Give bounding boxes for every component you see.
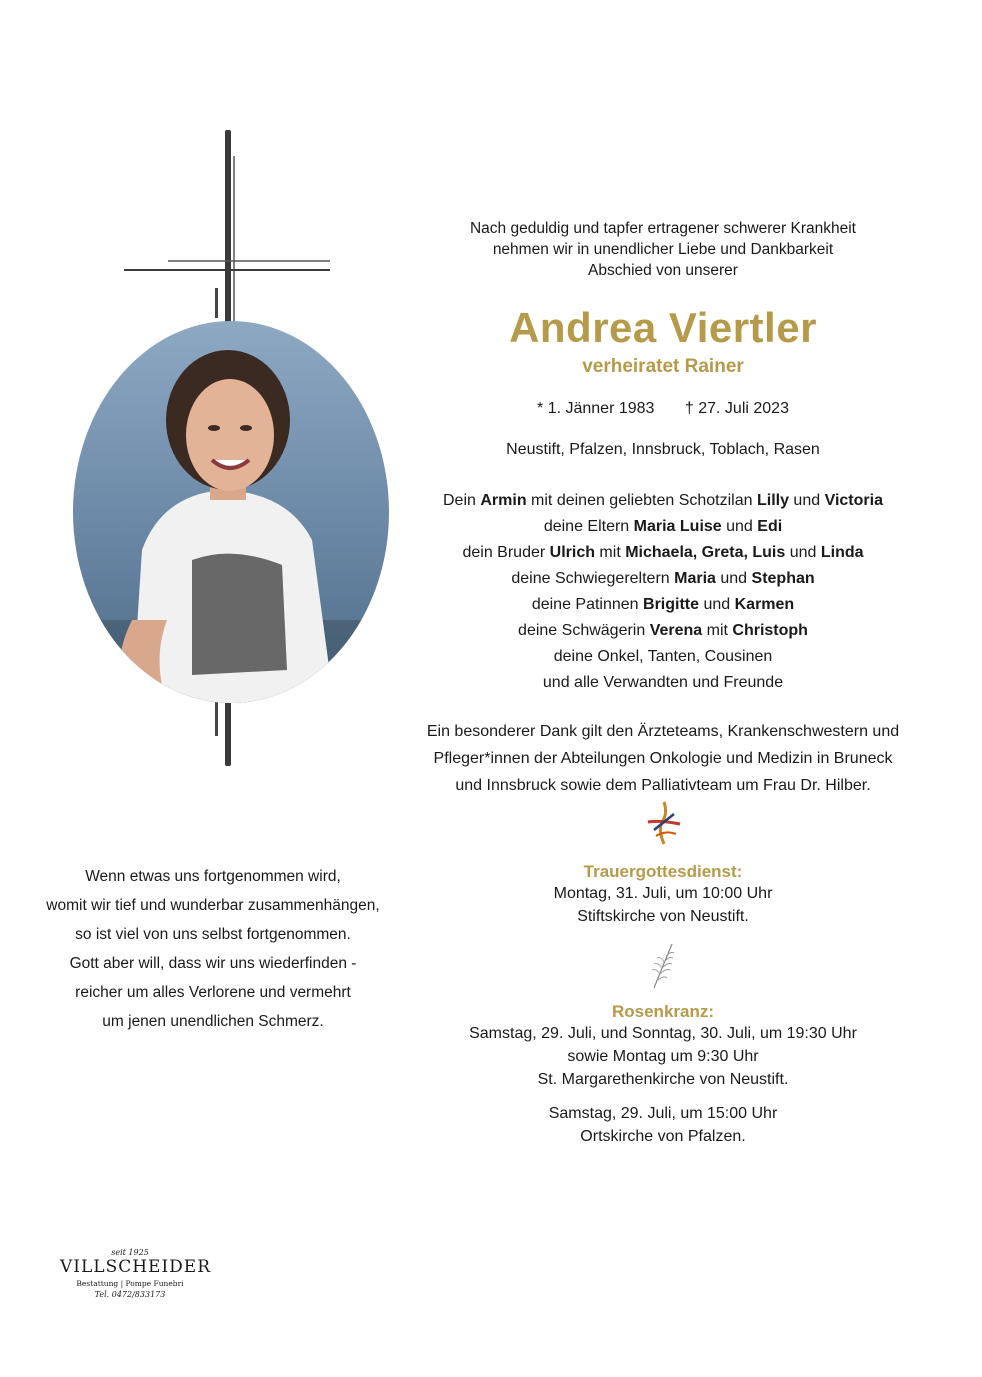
quote-line: reicher um alles Verlorene und vermehrt [75,984,351,1001]
mourner-name: Verena [649,622,703,639]
service-line: Stiftskirche von Neustift. [577,908,749,925]
married-name: verheiratet Rainer [582,356,744,377]
logo-phone: Tel. 0472/833173 [94,1290,166,1299]
flame-cross-icon [644,800,684,846]
rosary-service [400,1002,926,1148]
thanks-line: Ein besonderer Dank gilt den Ärzteteams, Krankenschwestern und [426,723,900,740]
mourner-name: Victoria [824,492,883,509]
mourner-name: Lilly [756,492,789,509]
intro-line: Abschied von unserer [588,262,738,279]
mourner-line [400,540,926,566]
mourner-name: Linda [820,544,864,561]
quote [40,862,386,1036]
logo-company: VILLSCHEIDER [60,1257,212,1277]
mourner-line [400,618,926,644]
mourner-text: Dein [443,492,481,509]
mourner-text: und [788,492,825,509]
mourner-line [400,566,926,592]
mourner-name: Armin [480,492,527,509]
mourner-text: und [699,596,735,613]
rosary-line: Ortskirche von Pfalzen. [580,1128,746,1145]
mourner-name: Edi [757,518,783,535]
deceased-name: Andrea Viertler [509,304,817,351]
funeral-service [400,862,926,928]
rosary-line: sowie Montag um 9:30 Uhr [567,1048,759,1065]
mourner-text: deine Patinnen [531,596,644,613]
mourner-name: Ulrich [549,544,595,561]
service-heading: Trauergottesdienst: [583,862,743,881]
mourner-line [400,488,926,514]
mourners-list [400,488,926,696]
quote-line: womit wir tief und wunderbar zusammenhängen, [46,897,380,914]
mourner-text: und [715,570,752,587]
mourner-text: deine Eltern [543,518,634,535]
mourner-line: deine Onkel, Tanten, Cousinen [553,648,773,665]
quote-line: um jenen unendlichen Schmerz. [102,1013,324,1030]
mourner-line [400,592,926,618]
places: Neustift, Pfalzen, Innsbruck, Toblach, Rasen [506,441,820,458]
mourner-name: Brigitte [643,596,700,613]
quote-line: Gott aber will, dass wir uns wiederfinden - [69,955,357,972]
mourner-name: Karmen [734,596,795,613]
thanks-line: Pfleger*innen der Abteilungen Onkologie und Medizin in Bruneck [433,750,893,767]
rosary-line: St. Margarethenkirche von Neustift. [537,1071,789,1088]
wheat-icon [648,940,678,990]
mourner-name: Christoph [732,622,808,639]
rosary-line: Samstag, 29. Juli, um 15:00 Uhr [548,1105,778,1122]
mourner-text: deine Schwägerin [518,622,650,639]
logo-since: seit 1925 [111,1248,149,1257]
quote-line: Wenn etwas uns fortgenommen wird, [85,868,341,885]
mourner-text: und [721,518,758,535]
mourner-text: mit deinen geliebten Schotzilan [526,492,757,509]
mourner-line: und alle Verwandten und Freunde [542,674,784,691]
mourner-name: Maria Luise [633,518,722,535]
thanks-line: und Innsbruck sowie dem Palliativteam um Frau Dr. Hilber. [455,777,871,794]
mourner-text: deine Schwiegereltern [511,570,675,587]
intro-line: Nach geduldig und tapfer ertragener schwerer Krankheit [469,220,856,237]
intro-line: nehmen wir in unendlicher Liebe und Dankbarkeit [492,241,834,258]
intro-text [400,218,926,281]
mourner-line [400,514,926,540]
mourner-text: mit [594,544,626,561]
thanks-text [400,718,926,799]
mourner-name: Michaela, Greta, Luis [625,544,786,561]
portrait-photo [72,320,390,704]
mourner-text: dein Bruder [462,544,550,561]
funeral-home-logo [60,1248,212,1299]
mourner-text: mit [702,622,733,639]
quote-line: so ist viel von uns selbst fortgenommen. [75,926,351,943]
birth-date: * 1. Jänner 1983 [537,400,655,417]
mourner-text: und [785,544,821,561]
death-date: † 27. Juli 2023 [684,400,789,417]
logo-subtitle: Bestattung | Pompe Funebri [76,1279,184,1288]
service-line: Montag, 31. Juli, um 10:00 Uhr [553,885,773,902]
mourner-name: Stephan [751,570,815,587]
rosary-line: Samstag, 29. Juli, und Sonntag, 30. Juli, um 19:30 Uhr [469,1025,857,1042]
mourner-name: Maria [674,570,716,587]
rosary-heading: Rosenkranz: [611,1002,715,1021]
life-dates [400,400,926,418]
